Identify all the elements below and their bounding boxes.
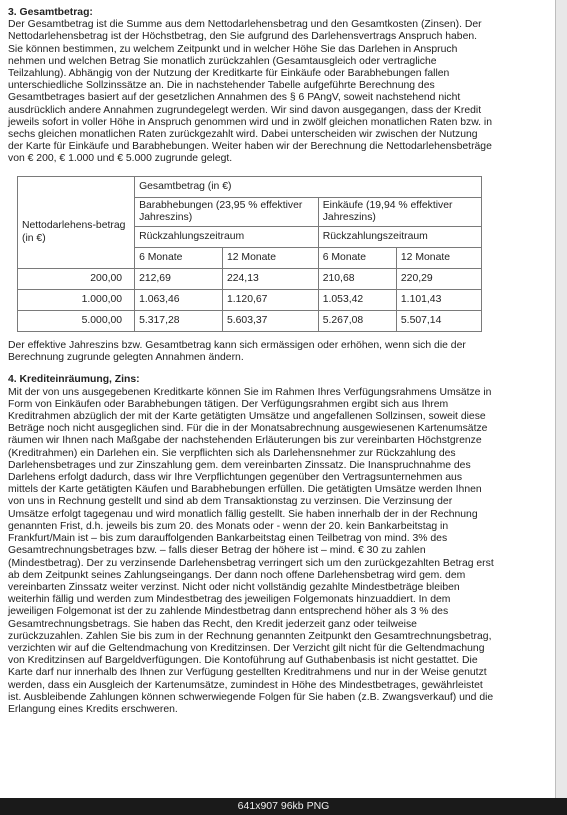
- table-row: [18, 269, 482, 290]
- image-info-bar: 641x907 96kb PNG: [0, 798, 567, 815]
- cash-group-header: Barabhebungen (23,95 % effektiver Jahreszins): [135, 197, 319, 226]
- spacer: [8, 364, 494, 374]
- section4-heading: 4. Krediteinräumung, Zins:: [8, 374, 140, 386]
- purchase-12-cell: 220,29: [396, 269, 481, 290]
- section4-body: Mit der von uns ausgegebenen Kreditkarte können Sie im Rahmen Ihres Verfügungsrahmens Umsätze in Form von Einkäufen oder Barabhebungen tätigen. Der Verfügungsrahmen ergibt sich aus Ihrem Kreditrahmen abzüglich der mit der Karte getätigten Umsätze und angefallenen Sollzinsen, soweit diese Beträge noch nicht ausgeglichen sind. Für die in der Monatsabrechnung ausgewiesenen Kartenumsätze räumen wir Ihnen nach Maßgabe der nachstehenden Erläuterungen bis zur vereinbarten Höchstgrenze (Kreditrahmen) ein Darlehen ein. Sie verpflichten sich als Darlehensnehmer zur Rückzahlung des Darlehensbetrages und zur Zinszahlung gem. dem vereinbarten Zinssatz. Die Inanspruchnahme des Darlehens erfolgt dadurch, dass wir Ihre Verpflichtungen gegenüber den Vertragsunternehmen aus mittels der Karte getätigten Käufen und Barabhebungen erfüllen. Die getätigten Umsätze werden Ihnen von uns in Rechnung gestellt und sind ab dem Transaktionstag zu verzinsen. Die Verzinsung der Umsätze erfolgt tagegenau und wird monatlich fällig gestellt. Sie haben innerhalb der in der Rechnung genannten Frist, d.h. jeweils bis zum 20. des Monats oder - wenn der 20. kein Bankarbeitstag in Frankfurt/Main ist – bis zum darauffolgenden Bankarbeitstag einen Teilbetrag von mind. 3% des Gesamtrechnungsbetrages bzw. – falls dieser Betrag der höhere ist – mind. € 30 zu zahlen (Mindestbetrag). Der zu verzinsende Darlehensbetrag verringert sich um den zurückgezahlten Betrag erst ab dem Zeitpunkt seines Zahlungseingangs. Der dann noch offene Darlehensbetrag wird gem. dem vereinbarten Zinssatz weiter verzinst. Nicht oder nicht vollständig gezahlte Mindestbeträge bleiben weiterhin fällig und werden zum Mindestbetrag des jeweiligen Folgemonats hinzuaddiert. In dem jeweiligen Folgemonat ist der zu zahlende Mindestbetrag dann entsprechend höher als 3 % des Gesamtrechnungsbetrags. Sie haben das Recht, den Kredit jederzeit ganz oder teilweise zurückzuzahlen. Zahlen Sie bis zum in der Rechnung genannten Zeitpunkt den Gesamtrechnungsbetrag, verzichten wir auf die Geltendmachung von Kreditzinsen. Der Verzicht gilt nicht für die Geltendmachung von Kreditzinsen auf Bargeldverfügungen. Die Kontoführung auf Guthabenbasis ist nicht gestattet. Die Karte darf nur innerhalb des Ihnen zur Verfügung gestellten Kreditrahmens und nur in der Weise genutzt werden, dass ein Ausgleich der Kartenumsätze, zumindest in Höhe des Mindestbetrages, gewährleistet ist. Ausbleibende Zahlungen können schwerwiegende Folgen für Sie haben (z.B. Zwangsverkauf) und die Erlangung eines Kredits erschweren.: [8, 386, 494, 715]
- net-amount-header: Nettodarlehens-betrag (in €): [18, 197, 135, 268]
- purchase-group-header: Einkäufe (19,94 % effektiver Jahreszins): [318, 197, 481, 226]
- purchase-6-month-header: 6 Monate: [318, 248, 396, 269]
- purchase-12-month-header: 12 Monate: [396, 248, 481, 269]
- after-table-note: Der effektive Jahreszins bzw. Gesamtbetrag kann sich ermässigen oder erhöhen, wenn sich die der Berechnung zugrunde gelegten Annahmen ändern.: [8, 340, 466, 364]
- section3-heading: 3. Gesamtbetrag:: [8, 7, 93, 18]
- document-content: [8, 7, 494, 716]
- table-corner: [18, 176, 135, 197]
- purchase-12-cell: 1.101,43: [396, 290, 481, 311]
- purchase-12-cell: 5.507,14: [396, 311, 481, 332]
- net-amount-cell: 200,00: [18, 269, 135, 290]
- purchase-6-cell: 210,68: [318, 269, 396, 290]
- cash-12-cell: 224,13: [222, 269, 318, 290]
- net-amount-cell: 5.000,00: [18, 311, 135, 332]
- cash-12-cell: 5.603,37: [222, 311, 318, 332]
- vertical-scrollbar[interactable]: [555, 0, 567, 798]
- cash-6-cell: 5.317,28: [135, 311, 223, 332]
- cash-6-cell: 212,69: [135, 269, 223, 290]
- cash-12-cell: 1.120,67: [222, 290, 318, 311]
- cash-6-month-header: 6 Monate: [135, 248, 223, 269]
- total-amount-table: [17, 176, 482, 332]
- purchase-6-cell: 5.267,08: [318, 311, 396, 332]
- purchase-6-cell: 1.053,42: [318, 290, 396, 311]
- table-row: [18, 290, 482, 311]
- gesamtbetrag-header: Gesamtbetrag (in €): [135, 176, 482, 197]
- table-row: [18, 311, 482, 332]
- net-amount-cell: 1.000,00: [18, 290, 135, 311]
- purchase-period-header: Rückzahlungszeitraum: [318, 227, 481, 248]
- cash-6-cell: 1.063,46: [135, 290, 223, 311]
- cash-12-month-header: 12 Monate: [222, 248, 318, 269]
- section3-body: Der Gesamtbetrag ist die Summe aus dem Nettodarlehensbetrag und den Gesamtkosten (Zinsen). Der Nettodarlehensbetrag ist der Höchstbetrag, den Sie aufgrund des Darlehensvertrags Anspruch haben. Sie können bestimmen, zu welchem Zeitpunkt und in welcher Höhe Sie das Darlehen in Anspruch nehmen und welchen Betrag Sie monatlich zurückzahlen (Gesamtausgleich oder vertragliche Teilzahlung). Abhängig von der Nutzung der Kreditkarte für Einkäufe oder Barabhebungen fallen unterschiedliche Sollzinssätze an. Die in nachstehender Tabelle aufgeführte Berechnung des Gesamtbetrages basiert auf der gesetzlichen Annahmen des § 6 PAngV, soweit nachstehend nicht ausdrücklich andere Annahmen zugrundegelegt werden. Wir sind davon ausgegangen, dass der Kredit jeweils sofort in voller Höhe in Anspruch genommen wird und in zwölf gleichen monatlichen Raten bzw. in sechs gleichen monatlichen Raten zurückgezahlt wird. Dabei unterscheiden wir zwischen der Nutzung der Karte für Einkäufe und Barabhebungen. Weiter haben wir der Berechnung die Nettodarlehensbeträge von € 200, € 1.000 und € 5.000 zugrunde gelegt.: [8, 19, 492, 165]
- cash-period-header: Rückzahlungszeitraum: [135, 227, 319, 248]
